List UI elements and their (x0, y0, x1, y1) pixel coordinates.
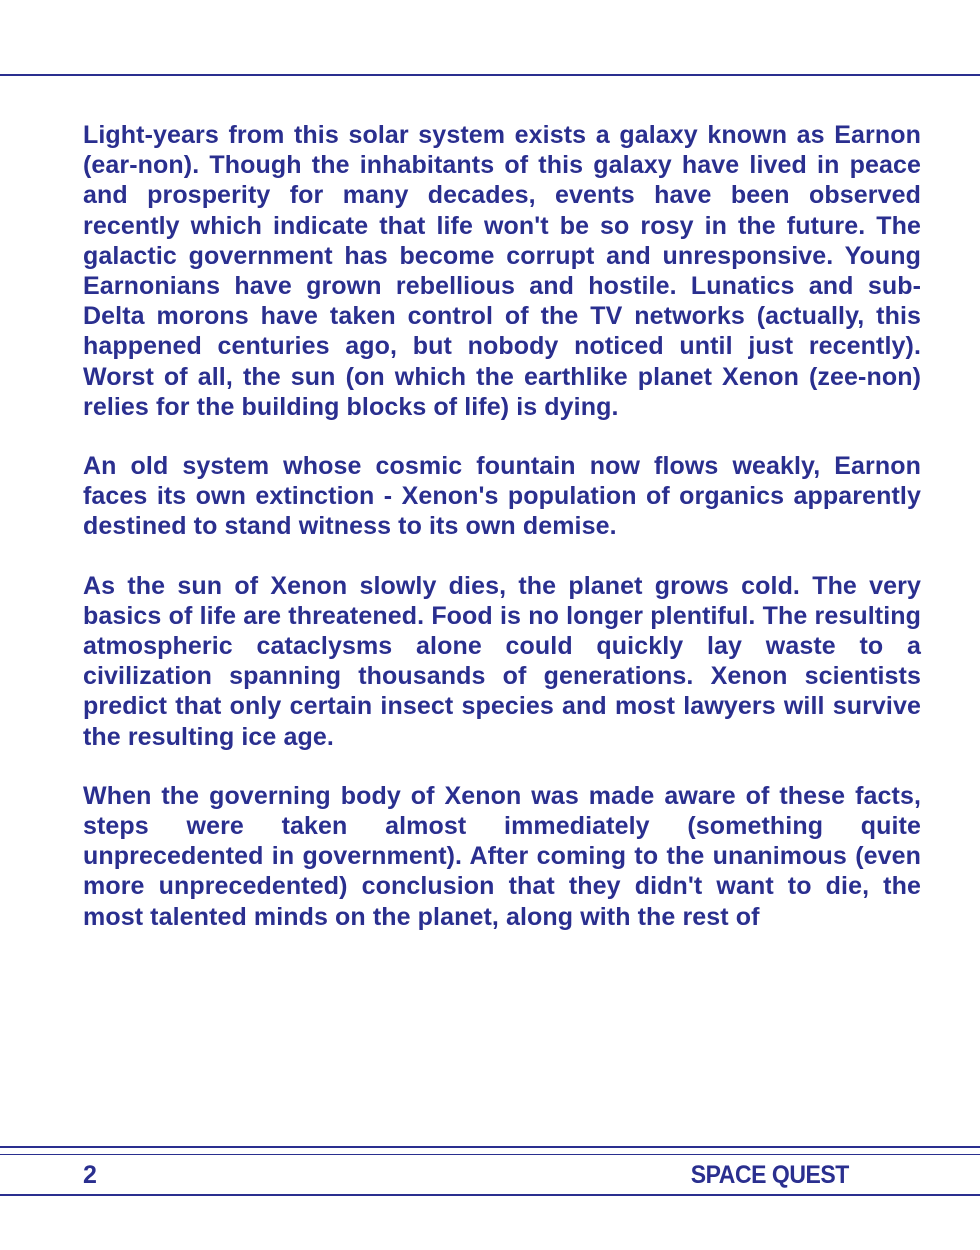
page-number: 2 (83, 1161, 97, 1189)
top-rule (0, 74, 980, 76)
footer-rule-thin (0, 1154, 980, 1155)
paragraph-3: As the sun of Xenon slowly dies, the planet grows cold. The very basics of life are threatened. Food is no longer plentiful. The resulting atmospheric cataclysms alone could quickly lay waste to a civilization spanning thousands of generations. Xenon scientists predict that only certain insect species and most lawyers will survive the resulting ice age. (83, 571, 921, 751)
paragraph-2: An old system whose cosmic fountain now flows weakly, Earnon faces its own extinction - Xenon's population of organics apparently destined to stand witness to its own demise. (83, 452, 921, 541)
body-text (83, 120, 921, 961)
running-title: SPACE QUEST (690, 1161, 849, 1189)
footer-rule-lower (0, 1194, 980, 1196)
paragraph-4: When the governing body of Xenon was made aware of these facts, steps were taken almost immediately (something quite unprecedented in government). After coming to the unanimous (even more unprecedented) conclusion that they didn't want to die, the most talented minds on the planet, along with the rest of (83, 781, 921, 931)
paragraph-1: Light-years from this solar system exists a galaxy known as Earnon (ear-non). Though the inhabitants of this galaxy have lived in peace and prosperity for many decades, events have been observed recently which indicate that life won't be so rosy in the future. The galactic government has become corrupt and unresponsive. Young Earnonians have grown rebellious and hostile. Lunatics and sub-Delta morons have taken control of the TV networks (actually, this happened centuries ago, but nobody noticed until just recently). Worst of all, the sun (on which the earthlike planet Xenon (zee-non) relies for the building blocks of life) is dying. (83, 121, 921, 421)
footer-rule-upper (0, 1146, 980, 1148)
